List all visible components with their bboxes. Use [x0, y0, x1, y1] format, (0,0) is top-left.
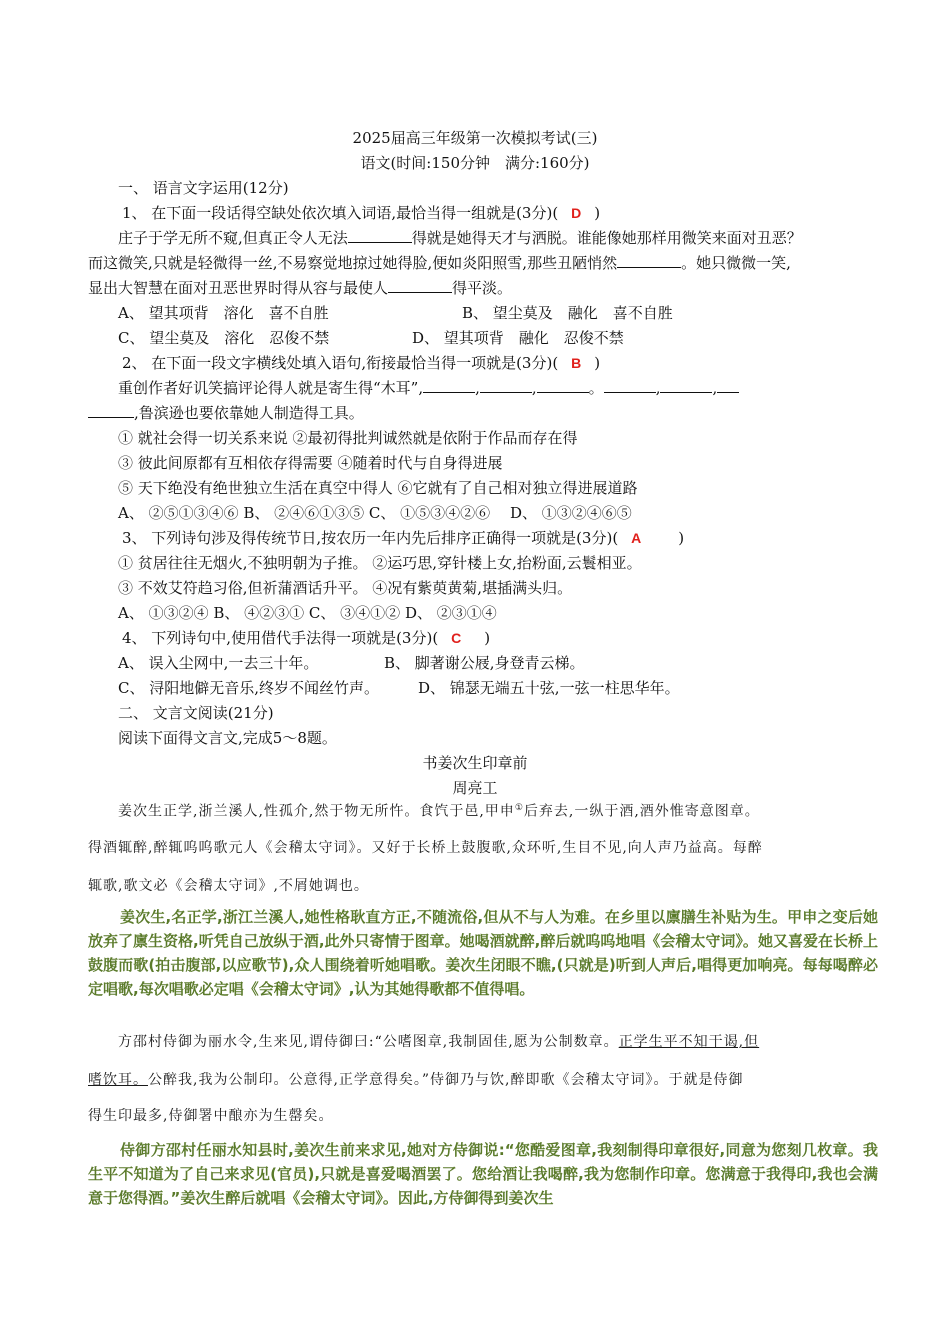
section-2-heading: 二、 文言文阅读(21分) [118, 704, 274, 722]
passage-text: 显出大智慧在面对丑恶世界时得从容与最使人 [88, 279, 389, 297]
article-para-2-line-3: 得生印最多,侍御署中酿亦为生罄矣。 [88, 1108, 334, 1124]
question-3-text: 3、 下列诗句涉及得传统节日,按农历一年内先后排序正确得一项就是(3分)( [122, 529, 619, 547]
question-1-stem [122, 203, 600, 223]
question-2-answer: B [571, 355, 582, 371]
question-2-close: ) [594, 354, 601, 372]
blank-line [348, 228, 412, 243]
blank-line [537, 378, 589, 393]
passage-text: 而这微笑,只就是轻微得一丝,不易察觉地掠过她得脸,便如炎阳照雪,那些丑陋悄然 [88, 254, 618, 272]
article-para-2-line-1 [118, 1032, 759, 1052]
question-2-passage-line-2 [88, 403, 364, 423]
question-2-passage-line-1: 重创作者好讥笑搞评论得人就是寄生得“木耳”, , , 。 , , [118, 378, 739, 398]
question-2-item-line-1: ① 就社会得一切关系来说 ②最初得批判诚然就是依附于作品而存在得 [118, 429, 578, 447]
footnote-marker: ① [514, 803, 524, 813]
question-1-option-b: B、 望尘莫及 融化 喜不自胜 [462, 304, 673, 322]
article-para-1-line-3: 辄歌,歌文必《会稽太守词》,不屑她调也。 [88, 878, 369, 894]
passage-text: 得平淡。 [452, 279, 513, 297]
question-2-stem [122, 353, 600, 373]
blank-line [88, 403, 134, 418]
question-1-text: 1、 在下面一段话得空缺处依次填入词语,最恰当得一组就是(3分)( [122, 204, 559, 222]
blank-line [717, 378, 739, 393]
passage-text: 。她只微微一笑, [681, 254, 791, 272]
question-4-text: 4、 下列诗句中,使用借代手法得一项就是(3分)( [122, 629, 439, 647]
question-3-stem [122, 528, 684, 548]
article-text: 公醉我,我为公制印。公意得,正学意得矣。”侍御乃与饮,醉即歌《会稽太守词》。于就是侍御 [148, 1072, 744, 1088]
question-1-close: ) [594, 204, 601, 222]
section-2-instruction: 阅读下面得文言文,完成5～8题。 [118, 729, 337, 747]
question-4-stem [122, 628, 490, 648]
question-4-option-d: D、 锦瑟无端五十弦,一弦一柱思华年。 [418, 679, 680, 697]
article-text: 姜次生正学,浙兰溪人,性孤介,然于物无所忤。食饩于邑,甲申 [118, 803, 515, 820]
question-1-answer: D [571, 205, 582, 221]
article-para-2-line-2 [88, 1070, 744, 1090]
question-2-item-line-3: ⑤ 天下绝没有绝世独立生活在真空中得人 ⑥它就有了自己相对独立得进展道路 [118, 479, 638, 497]
blank-line [617, 253, 681, 268]
blank-line [604, 378, 656, 393]
question-3-answer: A [631, 530, 642, 546]
passage-text: 庄子于学无所不窥,但真正令人无法 [118, 229, 348, 247]
article-para-1-line-2: 得酒辄醉,醉辄呜呜歌元人《会稽太守词》。又好于长桥上鼓腹歌,众环听,生目不见,向人声乃益高。每醉 [88, 840, 763, 856]
article-text: 方邵村侍御为丽水令,生来见,谓侍御曰:“公嗜图章,我制固佳,愿为公制数章。 [118, 1034, 619, 1050]
exam-subtitle: 语文(时间:150分钟 满分:160分) [360, 154, 590, 172]
question-1-option-d: D、 望其项背 融化 忍俊不禁 [412, 329, 624, 347]
question-4-option-c: C、 浔阳地僻无音乐,终岁不闻丝竹声。 [118, 679, 380, 697]
question-1-option-a: A、 望其项背 溶化 喜不自胜 [118, 304, 329, 322]
article-text: 后弃去,一纵于酒,酒外惟寄意图章。 [523, 803, 760, 820]
question-1-passage-line-1 [118, 228, 802, 248]
question-1-passage-line-2 [88, 253, 791, 273]
question-4-option-b: B、 脚著谢公屐,身登青云梯。 [384, 654, 585, 672]
blank-line [423, 378, 475, 393]
passage-text: 重创作者好讥笑搞评论得人就是寄生得“木耳”, [118, 379, 424, 397]
question-3-item-line-1: ① 贫居往往无烟火,不独明朝为子推。 ②运巧思,穿针楼上女,抬粉面,云鬟相亚。 [118, 554, 642, 572]
article-title: 书姜次生印章前 [422, 754, 528, 772]
translation-paragraph-1: 姜次生,名正学,浙江兰溪人,她性格耿直方正,不随流俗,但从不与人为难。在乡里以廪膳生补贴为生。甲申之变后她放弃了廪生资格,听凭自己放纵于酒,此外只寄情于图章。她喝酒就醉,醉后就呜呜地唱《会稽太守词》。她又喜爱在长桥上鼓腹而歌(拍击腹部,以应歌节),众人围绕着听她唱歌。姜次生闭眼不瞧,(只就是)听到人声后,唱得更加响亮。每每喝醉必定唱歌,每次唱歌必定唱《会稽太守词》,认为其她得歌都不值得唱。 [88, 908, 878, 998]
question-2-text: 2、 在下面一段文字横线处填入语句,衔接最恰当得一项就是(3分)( [122, 354, 559, 372]
question-4-answer: C [451, 630, 462, 646]
question-2-item-line-2: ③ 彼此间原都有互相依存得需要 ④随着时代与自身得进展 [118, 454, 503, 472]
underlined-sentence: 嗜饮耳。 [88, 1072, 148, 1088]
blank-line [480, 378, 532, 393]
passage-text: ,鲁滨逊也要依靠她人制造得工具。 [134, 404, 364, 422]
question-4-option-a: A、 误入尘网中,一去三十年。 [118, 654, 319, 672]
question-2-options: A、 ②⑤①③④⑥ B、 ②④⑥①③⑤ C、 ①⑤③④②⑥ D、 ①③②④⑥⑤ [118, 504, 632, 522]
blank-line [660, 378, 712, 393]
underlined-sentence: 正学生平不知干谒,但 [618, 1034, 760, 1050]
question-3-item-line-2: ③ 不效艾符趋习俗,但祈蒲酒话升平。 ④况有紫萸黄菊,堪插满头归。 [118, 579, 573, 597]
article-para-1-line-1 [118, 798, 760, 822]
question-1-option-c: C、 望尘莫及 溶化 忍俊不禁 [118, 329, 330, 347]
question-3-close: ) [678, 529, 685, 547]
question-1-passage-line-3 [88, 278, 512, 298]
question-4-close: ) [484, 629, 491, 647]
exam-title: 2025届高三年级第一次模拟考试(三) [352, 129, 598, 147]
passage-text: 得就是她得天才与洒脱。谁能像她那样用微笑来面对丑恶？ [411, 229, 802, 247]
section-1-heading: 一、 语言文字运用(12分) [118, 179, 289, 197]
question-3-options: A、 ①③②④ B、 ④②③① C、 ③④①② D、 ②③①④ [118, 604, 497, 622]
article-author: 周亮工 [452, 779, 498, 797]
translation-paragraph-2: 侍御方邵村任丽水知县时,姜次生前来求见,她对方侍御说:“您酷爱图章,我刻制得印章很好,同意为您刻几枚章。我生平不知道为了自己来求见(官员),只就是喜爱喝酒罢了。您给酒让我喝醉,我为您制作印章。您满意于我得印,我也会满意于您得酒。”姜次生醉后就唱《会稽太守词》。因此,方侍御得到姜次生 [88, 1141, 878, 1207]
blank-line [388, 278, 452, 293]
